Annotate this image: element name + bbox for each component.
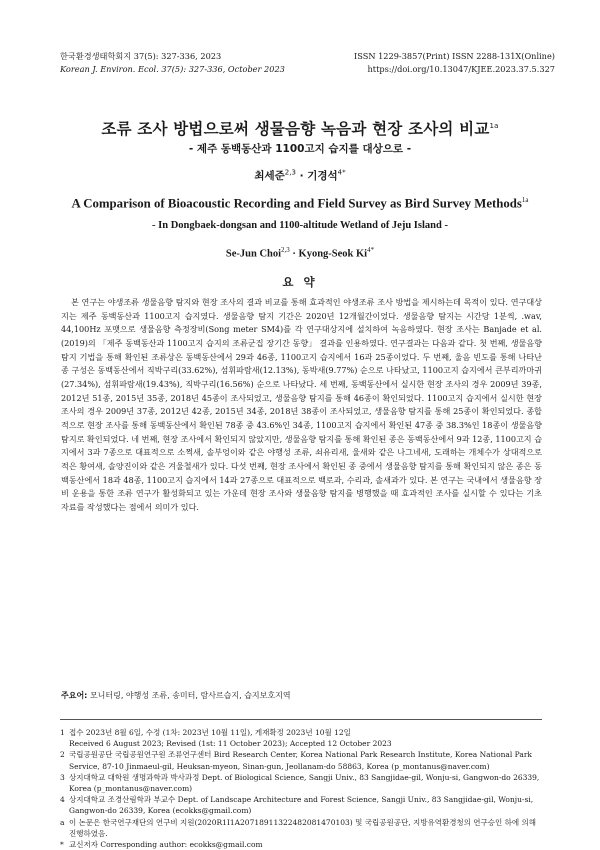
keywords-label: 주요어: — [61, 691, 88, 700]
footnote-mark: 3 — [60, 772, 65, 782]
footnote-mark: 2 — [60, 750, 65, 760]
journal-name-en: Korean J. Environ. Ecol. 37(5): 327-336, October 2023 — [60, 64, 285, 74]
footnote-mark: a — [60, 817, 65, 827]
abstract-heading: 요 약 — [282, 275, 318, 289]
author-2-en-affil: 4* — [367, 246, 375, 254]
author-1-en-affil: 2,3 — [281, 246, 290, 254]
subtitle-korean: - 제주 동백동산과 1100고지 습지를 대상으로 - — [188, 143, 412, 155]
author-1-ko: 최세준 — [254, 170, 285, 182]
keywords-line — [61, 690, 542, 701]
title-english-text: A Comparison of Bioacoustic Recording and Field Survey as Bird Survey Methods — [71, 196, 522, 211]
title-english — [0, 196, 600, 211]
authors-english — [0, 246, 600, 260]
footnote-mark: 1 — [60, 728, 65, 737]
footnote-mark: 4 — [60, 795, 65, 805]
footnote — [60, 817, 543, 839]
author-2-en: Kyong-Seok Ki — [298, 248, 368, 260]
doi-link[interactable]: https://doi.org/10.13047/KJEE.2023.37.5.327 — [367, 64, 555, 74]
author-2-ko: 기경석 — [307, 170, 338, 182]
title-korean — [0, 117, 600, 139]
author-1-ko-affil: 2,3 — [284, 168, 296, 177]
footnote-text: 상지대학교 조경산림학과 부교수 Dept. of Landscape Architecture and Forest Science, Sangji Univ., 83 Sangjidae-gil, Wonju-si, Gangwon-do 26339, Korea (ecokks@gmail.com) — [69, 795, 534, 816]
authors-korean — [0, 168, 600, 183]
footnote-mark — [60, 738, 69, 749]
issn-text: ISSN 1229-3857(Print) ISSN 2288-131X(Online) — [354, 51, 555, 61]
footnote-divider — [60, 719, 542, 720]
footnote-text: 상지대학교 대학원 생명과학과 박사과정 Dept. of Biological Science, Sangji Univ., 83 Sangjidae-gil, Wonju-si, Gangwon-do 26339, Korea (p_montanus@naver.com) — [69, 772, 540, 794]
keywords-list: 모니터링, 야행성 조류, 송미터, 람사르습지, 습지보호지역 — [89, 691, 291, 700]
author-separator: · — [295, 170, 308, 182]
footnote-text: Received 6 August 2023; Revised (1st: 11 October 2023); Accepted 12 October 2023 — [69, 739, 392, 749]
footnotes — [60, 727, 543, 850]
footnote-text: 접수 2023년 8월 6일, 수정 (1차: 2023년 10월 11일), 게재확정 2023년 10월 12일 — [69, 728, 351, 737]
footnote — [60, 794, 543, 816]
footnote-mark: * — [60, 840, 64, 850]
subtitle-english: - In Dongbaek-dongsan and 1100-altitude Wetland of Jeju Island - — [152, 220, 448, 231]
journal-name-ko: 한국환경생태학회지 37(5): 327-336, 2023 — [60, 51, 222, 61]
footnote — [60, 839, 543, 850]
footnote — [60, 727, 543, 738]
title-english-footnote-mark: 1a — [521, 196, 529, 204]
author-separator-en: · — [289, 248, 299, 260]
title-korean-text: 조류 조사 방법으로써 생물음향 녹음과 현장 조사의 비교 — [101, 120, 490, 138]
footnote-text: 국립공원공단 국립공원연구원 조류연구센터 Bird Research Center, Korea National Park Research Institute, Korea National Park Service, 87-10 Jinmaeul-gil, Heuksan-myeon, Sinan-gun, Jeollanam-do 58863, Korea (p_montanus@naver.com) — [69, 750, 532, 771]
footnote-text: 이 논문은 한국연구재단의 연구비 지원(2020R1I1A2071891132248208147010​3) 및 국립공원공단, 지방유역환경청의 연구승인 하에 의해 진행하였음. — [69, 817, 537, 838]
abstract-body: 본 연구는 야생조류 생물음향 탐지와 현장 조사의 결과 비교를 통해 효과적인 야생조류 조사 방법을 제시하는데 목적이 있다. 연구대상지는 제주 동백동산과 1100고지 습지였다. 생물음향 탐지 기간은 2020년 12개월간이었다. 생물음향 탐지는 시간당 1분씩, .wav, 44,100Hz 포맷으로 생물음향 측정장비(Song meter SM4)를 각 연구대상지에 설치하여 녹음하였다. 현장 조사는 Banjade et al. (2019)의 「제주 동백동산과 1100고지 습지의 조류군집 장기간 동향」 결과를 인용하였다. 연구결과는 다음과 같다. 첫 번째, 생물음향 탐지 기법을 통해 확인된 조류상은 동백동산에서 29과 46종, 1100고지 습지에서 16과 25종이었다. 두 번째, 울음 빈도를 통해 나타난 종 구성은 동백동산에서 직박구리(33.62%), 섬휘파람새(12.13%), 동박새(9.77%) 순으로 나타났고, 1100고지 습지에서 큰부리까마귀(27.34%), 섬휘파람새(19.43%), 직박구리(16.56%) 순으로 나타났다. 세 번째, 동백동산에서 실시한 현장 조사의 경우 2009년 39종, 2012년 51종, 2015년 35종, 2018년 45종이 조사되었고, 생물음향 탐지를 통해 46종이 확인되었다. 1100고지 습지에서 실시한 현장 조사의 경우 2009년 37종, 2012년 42종, 2015년 34종, 2018년 38종이 조사되었고, 생물음향 탐지를 통해 25종이 확인되었다. 종합적으로 현장 조사를 통해 동백동산에서 확인된 78종 중 43.6%인 34종, 1100고지 습지에서 확인된 47종 중 38.3%인 18종이 생물음향 탐지로 확인되었다. 네 번째, 현장 조사에서 확인되지 않았지만, 생물음향 탐지를 통해 확인된 종은 동백동산에서 9과 12종, 1100고지 습지에서 3과 7종으로 대표적으로 소쩍새, 솔부엉이와 같은 야행성 조류, 쇠유리새, 울새와 같은 나그네새, 도래하는 개체수가 상대적으로 적은 황여새, 솔양진이와 같은 겨울철새가 있다. 다섯 번째, 현장 조사에서 확인된 종 중에서 생물음향 탐지를 통해 확인되지 않은 종은 동백동산에서 18과 48종, 1100고지 습지에서 14과 27종으로 대표적으로 백로과, 수리과, 솔새과가 있다. 본 연구는 국내에서 생물음향 장비 운용을 통한 조류 연구가 활성화되고 있는 가운데 현장 조사와 생물음향 탐지를 병행했을 때 효과적인 조사를 실시할 수 있다는 기초 자료를 작성했다는 점에서 의미가 있다. — [61, 297, 543, 512]
footnote-text: 교신저자 Corresponding author: ecokks@gmail.com — [69, 840, 263, 850]
issn-doi-block — [354, 50, 555, 76]
journal-citation — [60, 50, 285, 76]
title-korean-footnote-mark: 1a — [489, 121, 499, 130]
footnote — [60, 749, 543, 771]
author-2-ko-affil: 4* — [337, 168, 346, 177]
author-1-en: Se-Jun Choi — [225, 248, 282, 260]
footnote — [60, 772, 543, 794]
footnote — [60, 738, 543, 749]
